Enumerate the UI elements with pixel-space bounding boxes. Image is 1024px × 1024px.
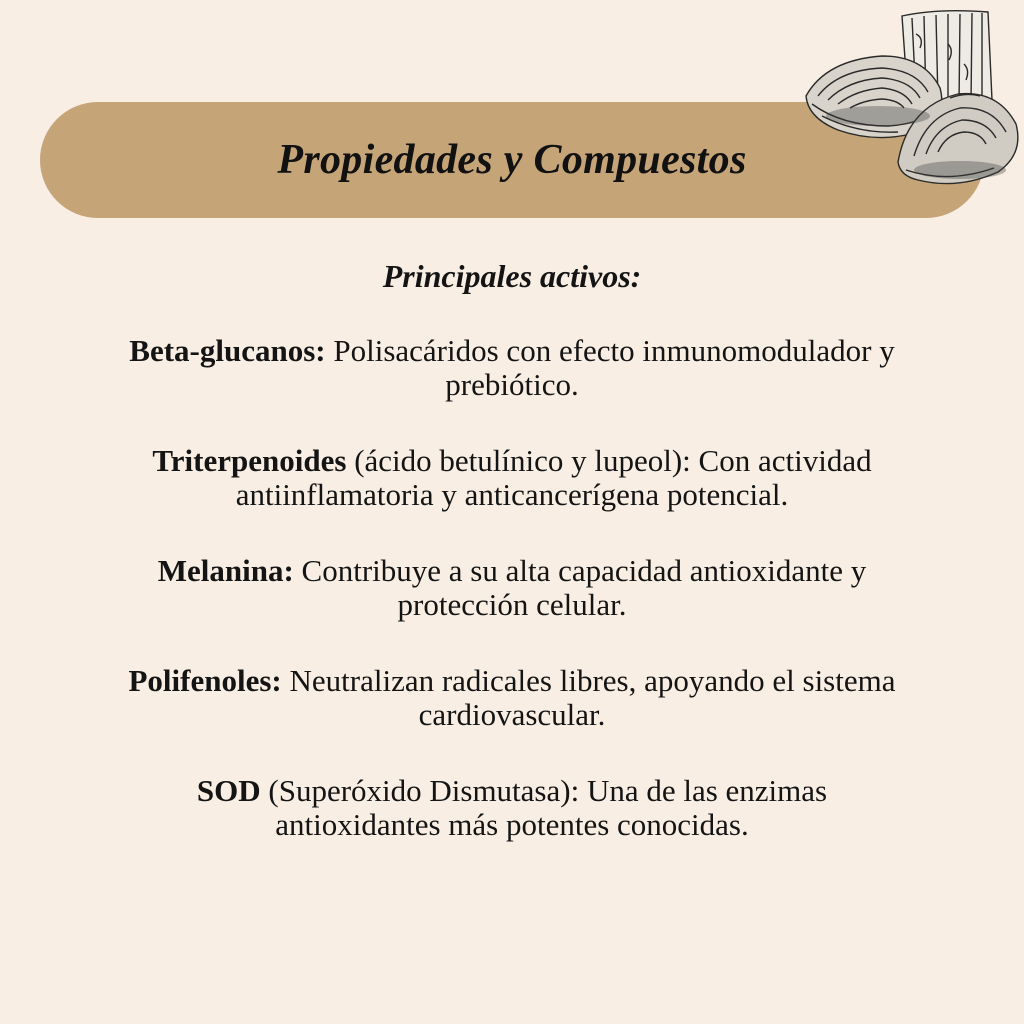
- compound-name: SOD: [196, 773, 261, 808]
- compound-name: Triterpenoides: [152, 443, 347, 478]
- page-title: Propiedades y Compuestos: [277, 137, 747, 183]
- compound-name: Beta-glucanos:: [129, 333, 326, 368]
- compound-description: Polisacáridos con efecto inmunomodulador y prebiótico.: [325, 333, 895, 402]
- compound-name: Polifenoles:: [128, 663, 282, 698]
- compound-description: (ácido betulínico y lupeol): Con actividad antiinflamatoria y anticancerígena potencial.: [235, 443, 872, 512]
- compound-description: (Superóxido Dismutasa): Una de las enzimas antioxidantes más potentes conocidas.: [260, 773, 828, 842]
- compound-description: Contribuye a su alta capacidad antioxidante y protección celular.: [293, 553, 867, 622]
- compound-item: [120, 664, 904, 732]
- compound-item: [120, 554, 904, 622]
- compound-name: Melanina:: [157, 553, 294, 588]
- compound-item: [120, 444, 904, 512]
- compounds-list: [120, 334, 904, 884]
- section-subtitle: Principales activos:: [382, 258, 642, 294]
- compound-item: [120, 334, 904, 402]
- compound-item: [120, 774, 904, 842]
- compound-description: Neutralizan radicales libres, apoyando el sistema cardiovascular.: [281, 663, 896, 732]
